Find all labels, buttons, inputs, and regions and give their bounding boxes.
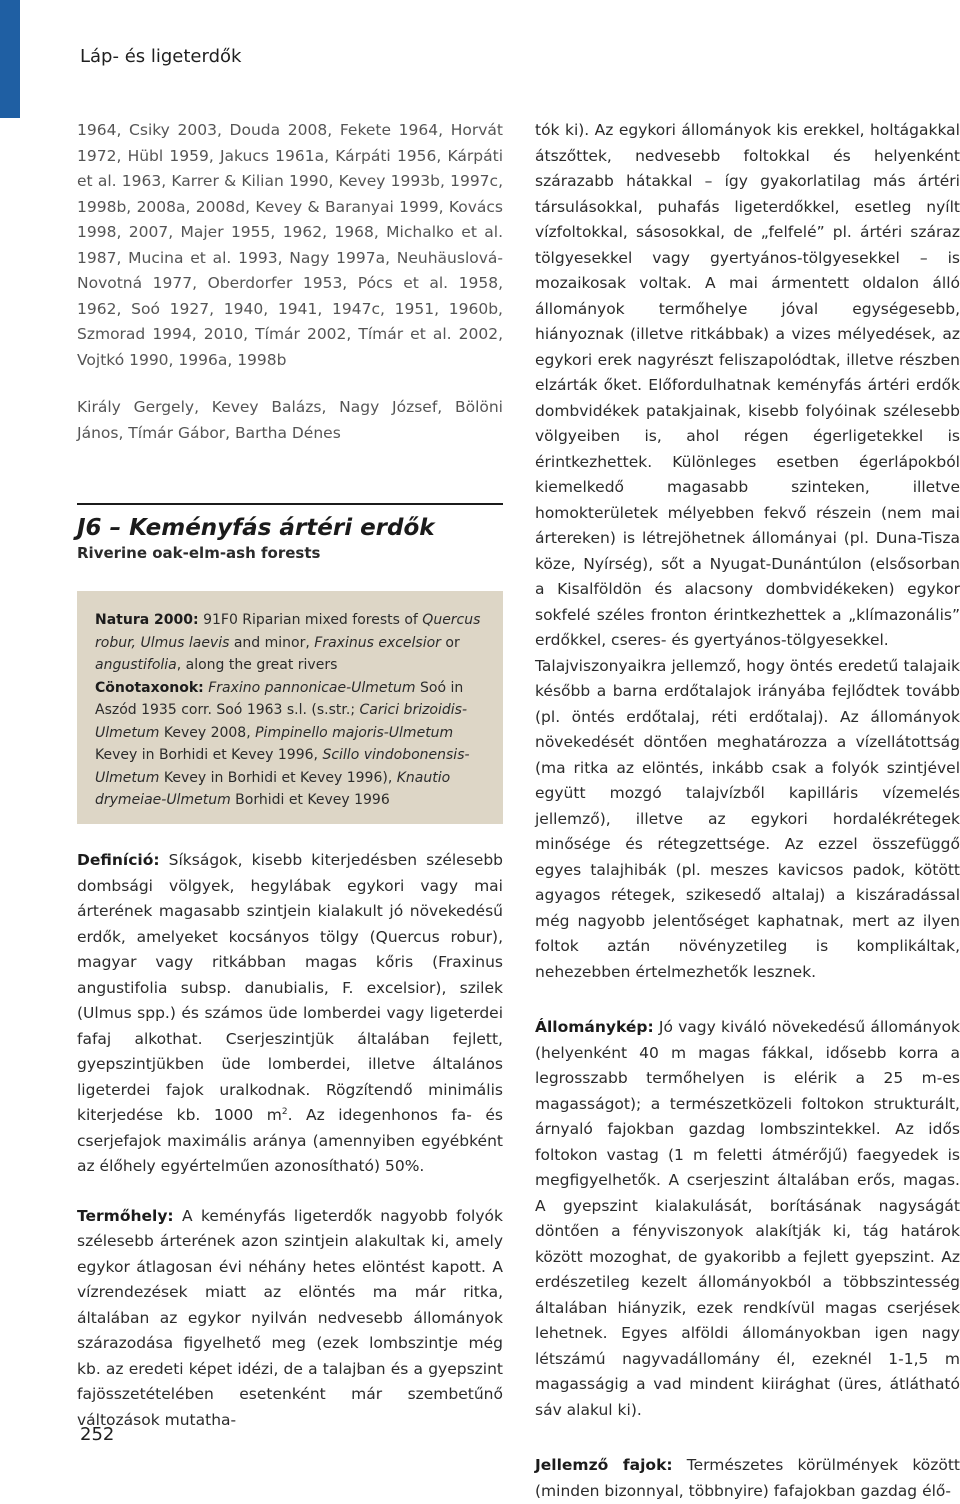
natura-taxa: angustifolia [95,657,177,673]
cenotaxa-label: Cönotaxonok: [95,679,204,696]
right-column [535,118,960,1504]
cenotaxon-author: Kevey 2008, [159,724,256,741]
cenotaxon-author: Kevey in Borhidi et Kevey 1996, [95,747,323,763]
cenotaxon-author: Borhidi et Kevey 1996 [230,792,390,808]
definition-text: Síkságok, kisebb kiterjedésben szélesebb dombsági völgyek, hegylábak egykori vagy mai árterének magasabb szintjein kialakult jó növekedésű erdők, amelyeket kocsányos tölgy (Quercus robur), magyar vagy ritkábban magas kőris (Fraxinus angustifolia subsp. danubialis, F. excelsior), szilek (Ulmus spp.) és számos üde lomberdei vagy ligeterdei fafaj alkothat. Cserjeszintjük általában fejlett, gyepszintjükben üde lomberdei, illetve általános ligeterdei fajok uralkodnak. Rögzítendő minimális kiterjedése kb. 1000 m [77,851,503,1124]
characteristic-species-label: Jellemző fajok: [535,1456,673,1474]
natura-text: and minor, [229,634,315,651]
natura-2000-entry [95,609,485,677]
section-title: J6 – Keményfás ártéri erdők [77,515,435,541]
natura-text: or [440,634,460,651]
superscript: 2 [281,1106,288,1117]
characteristic-species-paragraph [535,1453,960,1504]
stand-structure-label: Állománykép: [535,1018,654,1036]
habitat-continued-paragraph: tók ki). Az egykori állományok kis erekkel, holtágakkal átszőttek, nedvesebb foltokkal és helyenként szárazabb hátakkal – így gyakorlatilag más ártéri társulásokkal, puhafás ligeterdőkkel, esetleg nyílt vízfoltokkal, sásosokkal, de „felfelé” pl. ártéri száraz tölgyesekkel vagy gyertyános-tölgyesekkel – is mozaikosak voltak. A mai ármentett oldalon álló állományok termőhelye jóval egységesebb, hiányoznak (illetve ritkábbak) a vizes mélyedések, az egykori erek nagyrészt feliszapolódtak, illetve részben elzárták őket. Előfordulhatnak keményfás ártéri erdők dombvidékek patakjainak, kisebb folyóinak szélesebb völgyeiben is, ahol régen égerligetekkel is érintkezhettek. Különleges esetben égerlápokból kiemelkedő magasabb szinteken, illetve homokterületek mélyebben fekvő részein (nem mai ártereken) is létrejöhetnek állományai (pl. Duna-Tisza köze, Nyírség), sőt a Nyugat-Dunántúlon (elsősorban a Kisalföldön és alacsony dombvidékeken) egykor sokfelé széles fronton érintkezhettek a „klímazonális” erdőkkel, cseres- és gyertyános-tölgyesekkel. [535,121,960,649]
natura-taxa: Fraxinus excelsior [314,634,441,651]
section-rule [77,503,503,505]
characteristic-species-text: Természetes körülmények között (minden bizonnyal, többnyire) fafajokban gazdag élő- [535,1456,960,1500]
stand-structure-paragraph [535,1015,960,1423]
habitat-label: Termőhely: [77,1206,174,1225]
classification-box [77,591,503,824]
natura-text: 91F0 Riparian mixed forests of [198,612,423,628]
cenotaxon-name: Pimpinello majoris-Ulmetum [255,724,454,741]
cenotaxon-name: Knautio drymeiae-Ulmetum [95,769,451,808]
authors: Király Gergely, Kevey Balázs, Nagy József, Bölöni János, Tímár Gábor, Bartha Dénes [77,398,503,442]
left-column [77,118,503,1433]
stand-structure-text: Jó vagy kiváló növekedésű állományok (helyenként 40 m magas fákkal, idősebb korra a legrosszabb termőhelyen is elérik a 25 m-es magasságot); a természetközeli foltokon strukturált, árnyaló fajokban gazdag lombszintekkel. Az idős foltokon vastag (1 m feletti átmérőjű) faegyedek is megfigyelhetők. A cserjeszint általában erős, magas. A gyepszint kialakulását, borításának nagyságát döntően a fényviszonyok alakítják ki, tág határok között mozoghat, de gyakoribb a fejlett gyepszint. Az erdészetileg kezelt állományokból a többszintesség általában hiányzik, ezek rendkívül magas cserjések lehetnek. Egyes alföldi állományokban igen nagy létszámú nagyvadállomány él, ezeknél 1-1,5 m magasságig a vad mindent kiirághat (üres, átlátható sáv alakul ki). [535,1018,960,1419]
habitat-text: A keményfás ligeterdők nagyobb folyók szélesebb árterének azon szintjein alakultak ki, amely egykor átlagosan évi néhány hetes elöntést kapott. A vízrendezések miatt az elöntés ma már ritka, általában az egykor nyilván nedvesebb állományok szárazodása figyelhető meg (ezek lombszintje még kb. az eredeti képet idézi, de a talajban és a gyepszint fajösszetételében esetenként már szembetűnő változások mutatha- [77,1206,503,1429]
cenotaxon-name: Carici brizoidis-Ulmetum [95,702,468,741]
definition-label: Definíció: [77,851,160,869]
definition-paragraph [77,848,503,1180]
cenotaxon-name: Scillo vindobonensis-Ulmetum [95,747,470,786]
definition-text: . Az idegenhonos fa- és cserjefajok maximális aránya (amennyiben egyébként az élőhely egyértelműen azonosítható) 50%. [77,1106,503,1175]
references: 1964, Csiky 2003, Douda 2008, Fekete 1964, Horvát 1972, Hübl 1959, Jakucs 1961a, Kárpáti 1956, Kárpáti et al. 1963, Karrer & Kilian 1990, Kevey 1993b, 1997c, 1998b, 2008a, 2008d, Kevey & Baranyai 1999, Kovács 1998, 2007, Majer 1955, 1962, 1968, Michalko et al. 1987, Mucina et al. 1993, Nagy 1997a, Neuhäuslová-Novotná 1977, Oberdorfer 1953, Pócs et al. 1958, 1962, Soó 1927, 1940, 1941, 1947c, 1951, 1960b, Szmorad 1994, 2010, Tímár 2002, Tímár et al. 2002, Vojtkó 1990, 1996a, 1998b [77,121,503,369]
soil-paragraph: Talajviszonyaikra jellemző, hogy öntés eredetű talajaik később a barna erdőtalajok irányába fejlődtek tovább (pl. öntés erdőtalaj, réti erdőtalaj). Az állományok növekedését döntően meghatározza a vízellátottság (ma ritka az elöntés, inkább csak a folyók szintjével együtt mozgó talajvízből kapilláris vízemelés jellemző), illetve az egykori hordalékrétegek minősége és rétegzettsége. Az ezzel összefüggő egyes talajhibák (pl. meszes kavicsos padok, kötött agyagos rétegek, szikesedő altalaj) a kiszáradással még nagyobb jelentőséget kaphatnak, mert az ilyen foltok aztán növényzetileg is komplikáltak, nehezebben értelmezhetők lesznek. [535,656,960,981]
natura-label: Natura 2000: [95,612,199,628]
habitat-paragraph [77,1204,503,1434]
cenotaxa-entry [95,677,485,812]
running-head: Láp- és ligeterdők [80,46,242,67]
cenotaxon-author: Kevey in Borhidi et Kevey 1996), [159,769,397,786]
cenotaxon-author: Soó in Aszód 1935 corr. Soó 1963 s.l. (s.str.; [95,679,464,718]
section-subtitle: Riverine oak-elm-ash forests [77,544,321,562]
page-number: 252 [80,1424,115,1445]
side-accent-bar [0,0,20,118]
natura-taxa: Quercus robur, Ulmus laevis [95,612,481,651]
cenotaxon-name: Fraxino pannonicae-Ulmetum [208,679,416,696]
natura-text: , along the great rivers [176,657,338,673]
